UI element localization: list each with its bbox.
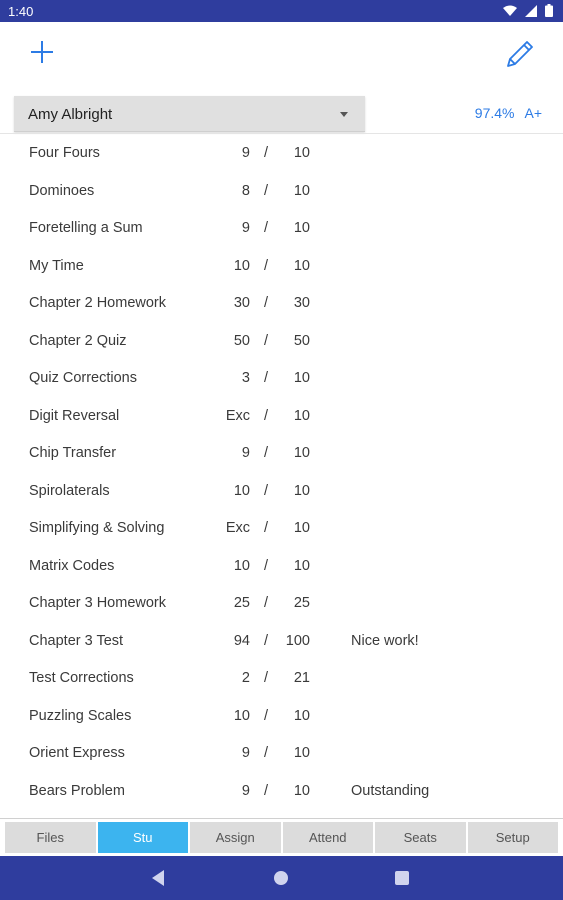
tab-files[interactable]: Files xyxy=(5,822,96,853)
assignment-total: 10 xyxy=(293,782,310,799)
grade-summary xyxy=(475,105,542,121)
tab-assign[interactable]: Assign xyxy=(190,822,281,853)
score-separator: / xyxy=(264,295,269,311)
assignment-total: 10 xyxy=(293,707,310,724)
assignment-score: 2 xyxy=(241,670,250,686)
student-name: Amy Albright xyxy=(28,106,113,123)
score-separator: / xyxy=(264,632,269,649)
recents-icon[interactable] xyxy=(395,871,409,885)
assignment-total: 10 xyxy=(293,220,310,236)
assignment-score: 10 xyxy=(233,707,250,724)
assignment-name: Chip Transfer xyxy=(29,445,117,461)
assignment-total: 10 xyxy=(293,445,310,461)
assignment-name: Foretelling a Sum xyxy=(29,220,143,236)
assignment-row[interactable] xyxy=(0,772,563,810)
assignment-name: Matrix Codes xyxy=(29,557,115,574)
assignment-score: 10 xyxy=(233,482,250,499)
back-icon[interactable] xyxy=(152,870,164,886)
plus-icon xyxy=(26,36,58,68)
assignment-comment: Outstanding xyxy=(351,782,430,799)
signal-icon xyxy=(525,5,537,17)
assignment-name: Chapter 2 Quiz xyxy=(29,332,127,349)
assignment-total: 10 xyxy=(293,182,310,199)
assignment-row[interactable] xyxy=(0,247,563,285)
score-separator: / xyxy=(264,670,269,686)
grade-letter: A+ xyxy=(524,105,542,121)
pencil-icon xyxy=(502,36,538,72)
assignment-total: 10 xyxy=(293,482,310,499)
assignment-row[interactable] xyxy=(0,284,563,322)
assignment-name: Four Fours xyxy=(29,145,100,161)
assignment-score: 10 xyxy=(233,257,250,274)
student-dropdown[interactable] xyxy=(14,96,365,132)
assignment-total: 10 xyxy=(293,520,310,536)
assignment-name: Chapter 2 Homework xyxy=(29,295,166,311)
toolbar xyxy=(0,22,563,92)
assignment-name: Test Corrections xyxy=(29,670,134,686)
assignment-total: 10 xyxy=(293,745,310,761)
assignment-row[interactable] xyxy=(0,134,563,172)
score-separator: / xyxy=(264,745,269,761)
score-separator: / xyxy=(264,782,269,799)
score-separator: / xyxy=(264,332,269,349)
edit-button[interactable] xyxy=(502,36,538,72)
assignment-row[interactable] xyxy=(0,322,563,360)
add-button[interactable] xyxy=(26,36,58,68)
score-separator: / xyxy=(264,257,269,274)
assignment-name: Orient Express xyxy=(29,745,125,761)
assignment-row[interactable] xyxy=(0,734,563,772)
assignment-score: 3 xyxy=(241,370,250,386)
assignment-total: 21 xyxy=(293,670,310,686)
assignment-name: My Time xyxy=(29,257,84,274)
score-separator: / xyxy=(264,557,269,574)
assignment-total: 100 xyxy=(285,632,310,649)
tab-attend[interactable]: Attend xyxy=(283,822,374,853)
battery-icon xyxy=(545,4,553,17)
caret-down-icon xyxy=(340,112,348,117)
assignment-score: 9 xyxy=(241,445,250,461)
assignment-row[interactable] xyxy=(0,172,563,210)
assignment-score: 9 xyxy=(241,220,250,236)
assignment-total: 10 xyxy=(293,557,310,574)
assignment-name: Simplifying & Solving xyxy=(29,520,165,536)
assignment-score: 9 xyxy=(241,145,250,161)
assignment-row[interactable] xyxy=(0,509,563,547)
tab-stu[interactable]: Stu xyxy=(98,822,189,853)
assignment-total: 30 xyxy=(293,295,310,311)
assignment-score: 25 xyxy=(233,595,250,611)
assignment-total: 10 xyxy=(293,407,310,424)
assignment-total: 10 xyxy=(293,370,310,386)
assignment-row[interactable] xyxy=(0,622,563,660)
score-separator: / xyxy=(264,595,269,611)
assignment-name: Puzzling Scales xyxy=(29,707,132,724)
assignment-score: Exc xyxy=(225,520,250,536)
assignment-row[interactable] xyxy=(0,584,563,622)
assignment-total: 10 xyxy=(293,145,310,161)
assignment-name: Quiz Corrections xyxy=(29,370,137,386)
bottom-tab-bar xyxy=(0,818,563,856)
assignment-row[interactable] xyxy=(0,472,563,510)
score-separator: / xyxy=(264,520,269,536)
assignment-name: Chapter 3 Test xyxy=(29,632,124,649)
assignment-name: Digit Reversal xyxy=(29,407,120,424)
assignment-score: Exc xyxy=(225,407,250,424)
assignment-row[interactable] xyxy=(0,209,563,247)
assignment-score: 94 xyxy=(233,632,250,649)
assignment-name: Dominoes xyxy=(29,182,95,199)
assignment-comment: Nice work! xyxy=(351,632,419,649)
assignment-score: 10 xyxy=(233,557,250,574)
assignment-name: Bears Problem xyxy=(29,782,125,799)
home-icon[interactable] xyxy=(274,871,288,885)
assignment-total: 10 xyxy=(293,257,310,274)
tab-setup[interactable]: Setup xyxy=(468,822,559,853)
assignment-row[interactable] xyxy=(0,434,563,472)
assignment-score: 8 xyxy=(241,182,250,199)
score-separator: / xyxy=(264,182,269,199)
assignment-row[interactable] xyxy=(0,359,563,397)
score-separator: / xyxy=(264,220,269,236)
assignment-row[interactable] xyxy=(0,397,563,435)
score-separator: / xyxy=(264,445,269,461)
score-separator: / xyxy=(264,370,269,386)
wifi-icon xyxy=(503,5,517,17)
grade-percent: 97.4% xyxy=(474,105,515,121)
tab-seats[interactable]: Seats xyxy=(375,822,466,853)
status-time: 1:40 xyxy=(8,4,34,19)
system-nav-bar xyxy=(0,856,563,900)
score-separator: / xyxy=(264,707,269,724)
assignment-name: Chapter 3 Homework xyxy=(29,595,166,611)
assignment-score: 30 xyxy=(233,295,250,311)
assignment-total: 50 xyxy=(293,332,310,349)
assignment-list xyxy=(0,134,563,809)
assignment-score: 9 xyxy=(241,782,250,799)
status-icons xyxy=(503,4,553,17)
status-bar xyxy=(0,0,563,22)
assignment-row[interactable] xyxy=(0,697,563,735)
assignment-row[interactable] xyxy=(0,659,563,697)
assignment-score: 50 xyxy=(233,332,250,349)
assignment-score: 9 xyxy=(241,745,250,761)
assignment-row[interactable] xyxy=(0,547,563,585)
score-separator: / xyxy=(264,145,269,161)
score-separator: / xyxy=(264,482,269,499)
assignment-name: Spirolaterals xyxy=(29,482,110,499)
score-separator: / xyxy=(264,407,269,424)
assignment-total: 25 xyxy=(293,595,310,611)
